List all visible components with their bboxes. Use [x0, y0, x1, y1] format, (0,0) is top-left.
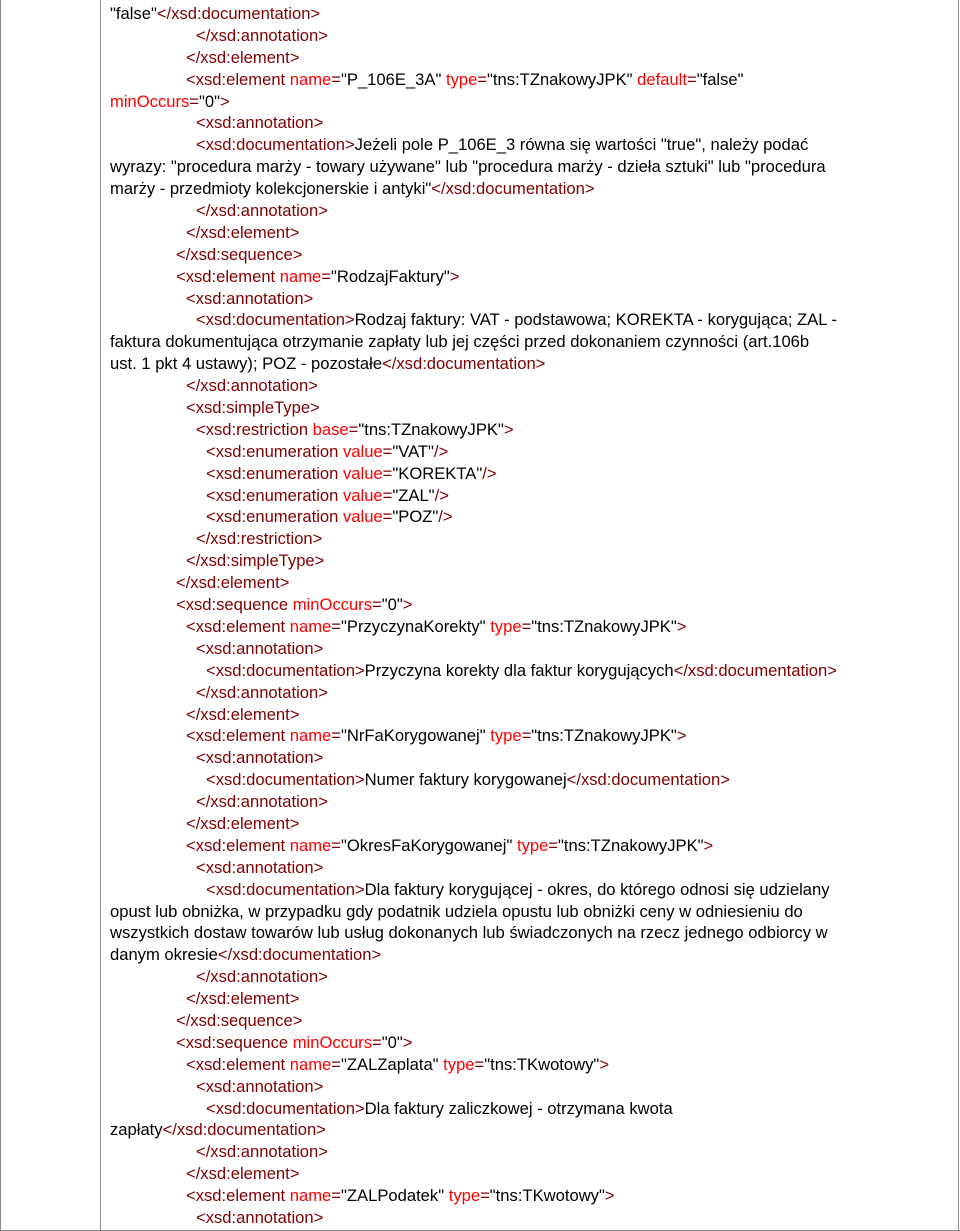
code-line [110, 244, 942, 266]
code-token: <xsd:documentation> [196, 310, 355, 330]
code-line [110, 1054, 942, 1076]
code-token: name [289, 69, 332, 89]
code-line [110, 309, 942, 331]
code-line [110, 704, 942, 726]
code-token: "ZAL" [392, 485, 435, 505]
code-token: <xsd:enumeration [206, 507, 343, 527]
code-token: /> [482, 463, 497, 483]
code-token: minOccurs [292, 595, 372, 615]
code-line [110, 375, 942, 397]
code-token: = [521, 726, 532, 746]
code-token: Dla faktury zaliczkowej - otrzymana kwota [364, 1098, 673, 1118]
code-token: <xsd:element [186, 69, 290, 89]
code-line [110, 69, 942, 91]
code-line [110, 660, 942, 682]
code-token: = [348, 419, 359, 439]
code-line [110, 1163, 942, 1185]
code-token: <xsd:documentation> [206, 660, 365, 680]
code-line [110, 528, 942, 550]
code-token: faktura dokumentująca otrzymanie zapłaty lub jej części przed dokonaniem czynności (art.106b [110, 332, 810, 352]
table-left-cell [0, 0, 101, 1231]
code-token: "P_106E_3A" [341, 69, 442, 89]
code-token: </xsd:documentation> [156, 4, 321, 23]
code-token: Przyczyna korekty dla faktur korygujących [364, 660, 674, 680]
code-token: > [402, 595, 413, 615]
code-token: = [372, 595, 382, 615]
code-token: default [632, 69, 687, 89]
code-line [110, 47, 942, 69]
code-token: type [485, 616, 522, 636]
code-line [110, 419, 942, 441]
code-token: <xsd:enumeration [206, 463, 343, 483]
code-token: = [331, 726, 341, 746]
code-token: > [703, 835, 714, 855]
code-token: = [686, 69, 697, 89]
code-token: value [342, 485, 383, 505]
code-token: <xsd:element [186, 1054, 290, 1074]
code-line [110, 506, 942, 528]
code-line [110, 638, 942, 660]
code-token: = [382, 507, 393, 527]
code-token: type [512, 835, 549, 855]
code-token: name [279, 266, 322, 286]
code-token: = [382, 463, 393, 483]
code-token: "0" [381, 1032, 403, 1052]
code-token: </xsd:annotation> [196, 1142, 328, 1162]
code-token: "tns:TKwotowy" [489, 1186, 605, 1206]
code-line [110, 112, 942, 134]
code-token: = [548, 835, 559, 855]
code-token: "PrzyczynaKorekty" [341, 616, 486, 636]
xsd-code-block [110, 3, 942, 1229]
code-token: <xsd:documentation> [196, 135, 355, 155]
code-token: "VAT" [392, 441, 434, 461]
code-token: "ZALZaplata" [341, 1054, 439, 1074]
code-token: = [331, 835, 341, 855]
code-token: type [444, 1186, 481, 1206]
code-token: > [604, 1186, 615, 1206]
code-line [110, 682, 942, 704]
code-token: </xsd:documentation> [431, 179, 595, 199]
code-token: </xsd:annotation> [186, 376, 318, 396]
code-line [110, 572, 942, 594]
code-token: </xsd:documentation> [217, 945, 382, 965]
code-token: "RodzajFaktury" [331, 266, 450, 286]
code-token: value [342, 463, 383, 483]
code-token: <xsd:simpleType> [186, 398, 320, 418]
code-line [110, 222, 942, 244]
code-token: = [331, 1186, 341, 1206]
code-token: <xsd:element [186, 616, 290, 636]
code-token: > [220, 91, 230, 111]
code-line [110, 988, 942, 1010]
code-line [110, 200, 942, 222]
code-token: <xsd:annotation> [196, 1207, 324, 1227]
code-line [110, 616, 942, 638]
code-token: minOccurs [292, 1032, 372, 1052]
code-token: = [321, 266, 331, 286]
code-token: "false" [696, 69, 744, 89]
code-token: = [521, 616, 532, 636]
code-token: </xsd:sequence> [176, 244, 303, 264]
code-token: "0" [381, 595, 403, 615]
code-token: </xsd:annotation> [196, 682, 328, 702]
code-token: <xsd:element [176, 266, 280, 286]
code-line [110, 791, 942, 813]
code-token: > [599, 1054, 610, 1074]
code-token: <xsd:documentation> [206, 770, 365, 790]
code-token: </xsd:element> [186, 222, 300, 242]
code-line [110, 966, 942, 988]
code-token: <xsd:sequence [176, 1032, 293, 1052]
code-token: value [342, 507, 383, 527]
code-line [110, 857, 942, 879]
code-token: <xsd:element [186, 1186, 290, 1206]
code-token: </xsd:element> [186, 47, 300, 67]
code-line [110, 441, 942, 463]
code-line [110, 178, 942, 200]
code-line [110, 1076, 942, 1098]
code-token: "OkresFaKorygowanej" [341, 835, 513, 855]
code-token: = [331, 1054, 341, 1074]
code-token: = [189, 91, 199, 111]
code-token: > [676, 616, 687, 636]
code-token: <xsd:annotation> [196, 1076, 324, 1096]
code-token: "tns:TZnakowyJPK" [531, 726, 677, 746]
code-line [110, 769, 942, 791]
code-line [110, 353, 942, 375]
code-token: ust. 1 pkt 4 ustawy); POZ - pozostałe [110, 354, 383, 374]
code-token: <xsd:enumeration [206, 485, 343, 505]
code-line [110, 288, 942, 310]
code-token: </xsd:sequence> [176, 1010, 303, 1030]
code-line [110, 813, 942, 835]
code-line [110, 397, 942, 419]
code-token: </xsd:documentation> [382, 354, 546, 374]
code-token: <xsd:annotation> [196, 857, 324, 877]
code-token: name [289, 835, 332, 855]
code-token: <xsd:annotation> [186, 288, 314, 308]
code-token: </xsd:annotation> [196, 25, 328, 45]
table-right-border [958, 0, 959, 1231]
code-token: </xsd:annotation> [196, 201, 328, 221]
code-line [110, 1141, 942, 1163]
code-token: </xsd:annotation> [196, 967, 328, 987]
code-token: </xsd:element> [186, 813, 300, 833]
code-token: </xsd:restriction> [196, 529, 323, 549]
code-token: <xsd:enumeration [206, 441, 343, 461]
code-token: </xsd:documentation> [162, 1120, 326, 1140]
code-token: base [312, 419, 349, 439]
code-token: </xsd:element> [176, 573, 290, 593]
code-token: danym okresie [110, 945, 218, 965]
code-token: opust lub obniżka, w przypadku gdy podatnik udziela opustu lub obniżki ceny w odniesieniu do [110, 901, 803, 921]
code-token: </xsd:element> [186, 1164, 300, 1184]
code-token: "ZALPodatek" [341, 1186, 445, 1206]
code-line [110, 879, 942, 901]
code-token: = [480, 1186, 490, 1206]
code-token: "tns:TZnakowyJPK" [558, 835, 704, 855]
code-token: /> [434, 485, 449, 505]
code-token: name [289, 1054, 332, 1074]
code-line [110, 1098, 942, 1120]
code-token: "KOREKTA" [392, 463, 483, 483]
code-line [110, 3, 942, 25]
code-line [110, 91, 942, 113]
code-token: Dla faktury korygującej - okres, do którego odnosi się udzielany [364, 879, 830, 899]
code-token: <xsd:restriction [196, 419, 313, 439]
code-line [110, 550, 942, 572]
code-token: > [676, 726, 687, 746]
code-token: "tns:TZnakowyJPK" [358, 419, 504, 439]
code-token: <xsd:documentation> [206, 1098, 365, 1118]
code-token: type [441, 69, 478, 89]
code-line [110, 922, 942, 944]
code-token: <xsd:annotation> [196, 748, 324, 768]
code-token: > [503, 419, 514, 439]
code-token: = [474, 1054, 485, 1074]
code-token: "tns:TZnakowyJPK" [531, 616, 677, 636]
code-line [110, 156, 942, 178]
code-token: </xsd:element> [186, 704, 300, 724]
code-token: </xsd:documentation> [566, 770, 730, 790]
code-token: <xsd:annotation> [196, 638, 324, 658]
code-line [110, 485, 942, 507]
code-line [110, 25, 942, 47]
code-token: "NrFaKorygowanej" [341, 726, 486, 746]
code-token: name [289, 1186, 332, 1206]
code-token: "0" [199, 91, 221, 111]
code-token: value [342, 441, 383, 461]
code-token: = [331, 616, 341, 636]
code-token: <xsd:documentation> [206, 879, 365, 899]
code-token: "false" [110, 4, 157, 23]
code-token: zapłaty [110, 1120, 163, 1140]
code-token: Rodzaj faktury: VAT - podstawowa; KOREKTA - korygująca; ZAL - [354, 310, 837, 330]
code-line [110, 1207, 942, 1229]
code-line [110, 1185, 942, 1207]
code-token: > [402, 1032, 413, 1052]
code-token: type [485, 726, 522, 746]
code-token: = [477, 69, 488, 89]
code-token: "POZ" [392, 507, 439, 527]
code-token: type [438, 1054, 475, 1074]
code-token: "tns:TZnakowyJPK" [487, 69, 633, 89]
code-token: </xsd:documentation> [673, 660, 837, 680]
code-token: /> [433, 441, 449, 461]
code-token: = [382, 441, 393, 461]
code-line [110, 747, 942, 769]
code-line [110, 1119, 942, 1141]
code-token: </xsd:simpleType> [186, 551, 325, 571]
code-line [110, 331, 942, 353]
code-token: marży - przedmioty kolekcjonerskie i antyki" [110, 179, 432, 199]
code-line [110, 1010, 942, 1032]
code-token: </xsd:element> [186, 989, 300, 1009]
code-token: Jeżeli pole P_106E_3 równa się wartości "true", należy podać [354, 135, 809, 155]
code-token: wszystkich dostaw towarów lub usług dokonanych lub świadczonych na rzecz jednego odbiorcy w [110, 923, 828, 943]
code-line [110, 266, 942, 288]
code-token: <xsd:element [186, 835, 290, 855]
code-token: /> [438, 507, 453, 527]
code-token: <xsd:element [186, 726, 290, 746]
code-token: = [331, 69, 341, 89]
code-token: = [382, 485, 393, 505]
code-token: name [289, 726, 332, 746]
code-token: "tns:TKwotowy" [484, 1054, 600, 1074]
code-token: name [289, 616, 332, 636]
code-token: minOccurs [110, 91, 190, 111]
code-token: > [449, 266, 460, 286]
code-token: = [372, 1032, 382, 1052]
code-line [110, 901, 942, 923]
code-token: <xsd:sequence [176, 595, 293, 615]
code-line [110, 1032, 942, 1054]
code-line [110, 134, 942, 156]
code-line [110, 725, 942, 747]
code-line [110, 944, 942, 966]
code-token: Numer faktury korygowanej [364, 770, 567, 790]
code-line [110, 463, 942, 485]
code-token: </xsd:annotation> [196, 792, 328, 812]
code-token: wyrazy: "procedura marży - towary używane" lub "procedura marży - dzieła sztuki" lub "procedura [110, 157, 826, 177]
code-line [110, 594, 942, 616]
code-line [110, 835, 942, 857]
code-token: <xsd:annotation> [196, 113, 324, 133]
